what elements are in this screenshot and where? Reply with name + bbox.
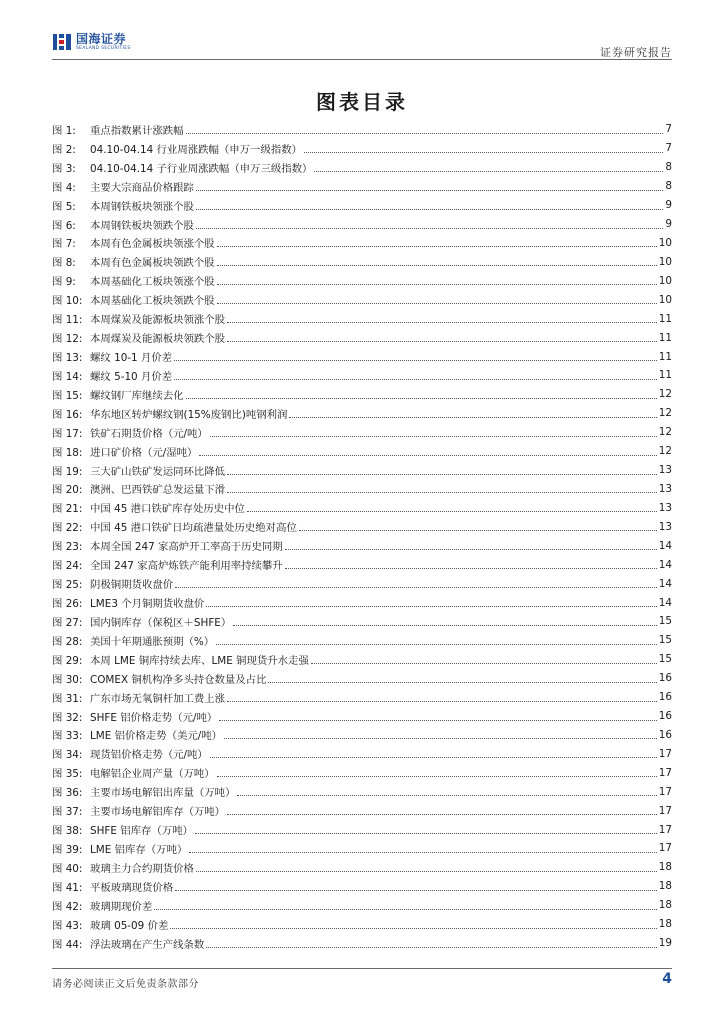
toc-dot-leader — [289, 417, 656, 418]
toc-figure-number: 图 43: — [52, 919, 83, 932]
toc-entry[interactable] — [52, 215, 672, 234]
toc-figure-title: 铁矿石期货价格（元/吨） — [90, 427, 208, 440]
toc-dot-leader — [219, 720, 656, 721]
toc-dot-leader — [210, 436, 657, 437]
toc-figure-title: 主要市场电解铝出库量（万吨） — [90, 787, 236, 800]
toc-page-number: 13 — [658, 464, 672, 477]
toc-figure-title: 阴极铜期货收盘价 — [90, 579, 174, 592]
toc-entry[interactable] — [52, 915, 672, 934]
toc-entry[interactable] — [52, 385, 672, 404]
toc-figure-number: 图 26: — [52, 598, 83, 610]
toc-dot-leader — [196, 190, 663, 191]
toc-figure-title: 主要市场电解铝库存（万吨） — [90, 806, 226, 819]
toc-figure-title: 三大矿山铁矿发运同环比降低 — [90, 465, 226, 478]
toc-dot-leader — [304, 152, 663, 153]
toc-entry[interactable] — [52, 423, 672, 442]
toc-figure-title: LME 铝库存（万吨） — [90, 843, 188, 856]
toc-page-number: 13 — [658, 520, 672, 533]
toc-entry[interactable] — [52, 404, 672, 423]
toc-figure-number: 图 9: — [52, 276, 76, 289]
toc-entry[interactable] — [52, 896, 672, 915]
toc-figure-title: 本周煤炭及能源板块领跌个股 — [90, 333, 226, 346]
toc-entry[interactable] — [52, 782, 672, 801]
toc-figure-number: 图 38: — [52, 825, 83, 838]
toc-figure-number: 图 3: — [52, 162, 76, 175]
toc-page-number: 10 — [658, 274, 672, 287]
toc-page-number: 9 — [665, 218, 672, 231]
toc-dot-leader — [196, 871, 657, 872]
toc-dot-leader — [217, 246, 657, 247]
toc-page-number: 13 — [658, 501, 672, 514]
toc-figure-number: 图 4: — [52, 181, 76, 194]
toc-dot-leader — [217, 265, 657, 266]
toc-page-number: 18 — [658, 861, 672, 874]
toc-figure-number: 图 16: — [52, 408, 83, 421]
toc-figure-number: 图 29: — [52, 654, 83, 667]
toc-entry[interactable] — [52, 612, 672, 631]
toc-page-number: 7 — [665, 123, 672, 136]
toc-figure-number: 图 41: — [52, 881, 83, 894]
toc-figure-number: 图 40: — [52, 862, 83, 875]
toc-figure-title: 螺纹 5-10 月价差 — [90, 370, 173, 383]
toc-figure-title: 玻璃期现价差 — [90, 900, 153, 913]
toc-entry[interactable] — [52, 120, 672, 139]
toc-dot-leader — [186, 398, 657, 399]
toc-figure-title: 中国 45 港口铁矿库存处历史中位 — [90, 503, 245, 516]
toc-entry[interactable] — [52, 139, 672, 158]
toc-page-number: 11 — [658, 369, 672, 382]
toc-entry[interactable] — [52, 328, 672, 347]
toc-entry[interactable] — [52, 196, 672, 215]
toc-dot-leader — [247, 511, 657, 512]
toc-figure-title: 螺纹 10-1 月价差 — [90, 352, 173, 365]
toc-figure-number: 图 10: — [52, 295, 83, 308]
toc-figure-number: 图 28: — [52, 635, 83, 648]
figure-table-of-contents — [52, 120, 672, 953]
toc-dot-leader — [175, 890, 657, 891]
toc-figure-title: 重点指数累计涨跌幅 — [90, 124, 184, 137]
toc-page-number: 17 — [658, 823, 672, 836]
page-header — [52, 30, 672, 58]
toc-dot-leader — [227, 814, 657, 815]
toc-figure-title: 螺纹钢厂库继续去化 — [90, 389, 184, 402]
toc-entry[interactable] — [52, 820, 672, 839]
toc-figure-number: 图 1: — [52, 124, 76, 137]
toc-dot-leader — [210, 757, 657, 758]
toc-dot-leader — [285, 568, 657, 569]
toc-figure-number: 图 20: — [52, 484, 83, 497]
toc-dot-leader — [224, 738, 657, 739]
toc-figure-title: LME3 个月铜期货收盘价 — [90, 598, 205, 610]
toc-dot-leader — [217, 284, 657, 285]
toc-page-number: 17 — [658, 785, 672, 798]
toc-dot-leader — [311, 663, 657, 664]
toc-dot-leader — [154, 909, 656, 910]
toc-figure-title: 澳洲、巴西铁矿总发运量下滑 — [90, 484, 226, 497]
toc-figure-number: 图 37: — [52, 806, 83, 819]
toc-figure-title: 平板玻璃现货价格 — [90, 881, 174, 894]
toc-figure-number: 图 36: — [52, 787, 83, 800]
toc-entry[interactable] — [52, 688, 672, 707]
toc-figure-title: 本周有色金属板块领跌个股 — [90, 257, 215, 270]
toc-figure-title: 本周钢铁板块领涨个股 — [90, 200, 194, 213]
toc-figure-number: 图 7: — [52, 238, 76, 251]
toc-page-number: 17 — [658, 766, 672, 779]
company-logo — [52, 32, 131, 52]
toc-dot-leader — [268, 682, 656, 683]
toc-dot-leader — [206, 947, 656, 948]
toc-figure-number: 图 12: — [52, 333, 83, 346]
toc-figure-title: 本周钢铁板块领跌个股 — [90, 219, 194, 232]
toc-page-number: 8 — [665, 161, 672, 174]
toc-entry[interactable] — [52, 347, 672, 366]
toc-page-number: 10 — [658, 255, 672, 268]
toc-entry[interactable] — [52, 366, 672, 385]
toc-figure-number: 图 19: — [52, 465, 83, 478]
toc-dot-leader — [174, 360, 657, 361]
toc-page-number: 19 — [658, 937, 672, 950]
toc-page-number: 11 — [658, 331, 672, 344]
toc-dot-leader — [216, 644, 657, 645]
toc-figure-number: 图 33: — [52, 730, 83, 743]
toc-figure-number: 图 13: — [52, 352, 83, 365]
toc-entry[interactable] — [52, 498, 672, 517]
toc-figure-number: 图 11: — [52, 314, 83, 327]
toc-dot-leader — [195, 833, 657, 834]
toc-page-number: 18 — [658, 880, 672, 893]
logo-name-en: SEALAND SECURITIES — [76, 45, 131, 51]
toc-entry[interactable] — [52, 177, 672, 196]
toc-figure-number: 图 39: — [52, 843, 83, 856]
page-number: 4 — [662, 971, 672, 987]
toc-entry[interactable] — [52, 801, 672, 820]
toc-entry[interactable] — [52, 707, 672, 726]
toc-figure-title: 中国 45 港口铁矿日均疏港量处历史绝对高位 — [90, 522, 297, 535]
toc-page-number: 15 — [658, 615, 672, 628]
toc-page-number: 12 — [658, 445, 672, 458]
toc-figure-title: 本周 LME 铜库持续去库、LME 铜现货升水走强 — [90, 654, 309, 667]
toc-figure-title: 本周基础化工板块领涨个股 — [90, 276, 215, 289]
report-type: 证券研究报告 — [600, 46, 672, 59]
header-divider — [52, 59, 672, 60]
page-title: 图表目录 — [316, 90, 408, 114]
toc-figure-number: 图 31: — [52, 692, 83, 705]
toc-figure-number: 图 14: — [52, 370, 83, 383]
toc-dot-leader — [285, 549, 657, 550]
toc-figure-number: 图 23: — [52, 541, 83, 554]
footer-divider — [52, 968, 672, 969]
toc-figure-title: 04.10-04.14 子行业周涨跌幅（申万三级指数） — [90, 162, 313, 175]
toc-figure-number: 图 35: — [52, 768, 83, 781]
toc-page-number: 18 — [658, 918, 672, 931]
toc-entry[interactable] — [52, 461, 672, 480]
toc-dot-leader — [186, 133, 664, 134]
toc-figure-number: 图 15: — [52, 389, 83, 402]
toc-dot-leader — [217, 303, 657, 304]
toc-figure-title: 全国 247 家高炉炼铁产能利用率持续攀升 — [90, 560, 283, 573]
toc-dot-leader — [175, 587, 657, 588]
toc-figure-number: 图 32: — [52, 711, 83, 724]
toc-figure-title: LME 铝价格走势（美元/吨） — [90, 730, 223, 743]
toc-entry[interactable] — [52, 744, 672, 763]
toc-entry[interactable] — [52, 726, 672, 745]
toc-entry[interactable] — [52, 480, 672, 499]
toc-dot-leader — [206, 606, 656, 607]
toc-figure-number: 图 5: — [52, 200, 76, 213]
toc-page-number: 8 — [665, 180, 672, 193]
toc-entry[interactable] — [52, 763, 672, 782]
toc-figure-title: 广东市场无氧铜杆加工费上涨 — [90, 692, 226, 705]
toc-figure-title: 进口矿价格（元/湿吨） — [90, 446, 198, 459]
toc-entry[interactable] — [52, 158, 672, 177]
toc-page-number: 16 — [658, 672, 672, 685]
toc-figure-number: 图 27: — [52, 616, 83, 629]
toc-page-number: 15 — [658, 634, 672, 647]
toc-dot-leader — [227, 701, 657, 702]
toc-dot-leader — [227, 322, 657, 323]
toc-entry[interactable] — [52, 574, 672, 593]
toc-entry[interactable] — [52, 593, 672, 612]
toc-page-number: 14 — [658, 596, 672, 609]
toc-figure-number: 图 25: — [52, 579, 83, 592]
toc-entry[interactable] — [52, 631, 672, 650]
toc-figure-number: 图 17: — [52, 427, 83, 440]
toc-figure-title: 现货铝价格走势（元/吨） — [90, 749, 208, 762]
toc-entry[interactable] — [52, 858, 672, 877]
toc-figure-title: 电解铝企业周产量（万吨） — [90, 768, 215, 781]
toc-entry[interactable] — [52, 271, 672, 290]
toc-figure-number: 图 18: — [52, 446, 83, 459]
toc-dot-leader — [217, 776, 657, 777]
toc-entry[interactable] — [52, 517, 672, 536]
toc-entry[interactable] — [52, 290, 672, 309]
toc-figure-number: 图 42: — [52, 900, 83, 913]
toc-entry[interactable] — [52, 839, 672, 858]
toc-figure-number: 图 21: — [52, 503, 83, 516]
toc-entry[interactable] — [52, 536, 672, 555]
toc-entry[interactable] — [52, 877, 672, 896]
toc-page-number: 7 — [665, 142, 672, 155]
toc-figure-title: 浮法玻璃在产生产线条数 — [90, 938, 205, 951]
toc-figure-title: 本周煤炭及能源板块领涨个股 — [90, 314, 226, 327]
toc-page-number: 12 — [658, 426, 672, 439]
toc-figure-title: COMEX 铜机构净多头持仓数量及占比 — [90, 673, 267, 686]
toc-dot-leader — [227, 341, 657, 342]
toc-entry[interactable] — [52, 934, 672, 953]
toc-entry[interactable] — [52, 669, 672, 688]
toc-page-number: 12 — [658, 407, 672, 420]
toc-figure-number: 图 2: — [52, 143, 76, 156]
toc-dot-leader — [174, 379, 657, 380]
toc-entry[interactable] — [52, 442, 672, 461]
toc-page-number: 10 — [658, 293, 672, 306]
toc-figure-title: SHFE 铝价格走势（元/吨） — [90, 711, 218, 724]
toc-figure-title: 主要大宗商品价格跟踪 — [90, 181, 194, 194]
toc-entry[interactable] — [52, 252, 672, 271]
toc-figure-title: 本周全国 247 家高炉开工率高于历史同期 — [90, 541, 283, 554]
toc-page-number: 9 — [665, 199, 672, 212]
toc-figure-title: 04.10-04.14 行业周涨跌幅（申万一级指数） — [90, 143, 303, 156]
logo-name-cn: 国海证券 — [76, 31, 127, 46]
toc-dot-leader — [196, 228, 663, 229]
toc-figure-number: 图 8: — [52, 257, 76, 270]
toc-figure-number: 图 30: — [52, 673, 83, 686]
toc-page-number: 16 — [658, 691, 672, 704]
toc-figure-number: 图 44: — [52, 938, 83, 951]
toc-figure-title: SHFE 铝库存（万吨） — [90, 825, 193, 838]
toc-figure-title: 本周基础化工板块领跌个股 — [90, 295, 215, 308]
toc-figure-title: 玻璃 05-09 价差 — [90, 919, 169, 932]
toc-dot-leader — [233, 625, 657, 626]
toc-figure-number: 图 24: — [52, 560, 83, 573]
toc-page-number: 11 — [658, 312, 672, 325]
toc-page-number: 16 — [658, 710, 672, 723]
toc-page-number: 16 — [658, 728, 672, 741]
toc-figure-title: 国内铜库存（保税区＋SHFE） — [90, 616, 232, 629]
toc-entry[interactable] — [52, 650, 672, 669]
toc-entry[interactable] — [52, 555, 672, 574]
logo-mark-icon — [52, 32, 72, 52]
toc-figure-title: 本周有色金属板块领涨个股 — [90, 238, 215, 251]
toc-page-number: 17 — [658, 804, 672, 817]
toc-page-number: 17 — [658, 747, 672, 760]
toc-page-number: 12 — [658, 388, 672, 401]
toc-figure-title: 玻璃主力合约期货价格 — [90, 862, 194, 875]
toc-dot-leader — [227, 492, 657, 493]
toc-dot-leader — [199, 455, 656, 456]
toc-entry[interactable] — [52, 234, 672, 253]
toc-dot-leader — [189, 852, 656, 853]
toc-page-number: 17 — [658, 842, 672, 855]
toc-dot-leader — [299, 530, 657, 531]
toc-dot-leader — [170, 928, 656, 929]
toc-figure-title: 华东地区转炉螺纹钢(15%废钢比)吨钢利润 — [90, 408, 288, 421]
toc-dot-leader — [237, 795, 656, 796]
toc-dot-leader — [196, 209, 663, 210]
footer-disclaimer: 请务必阅读正文后免责条款部分 — [52, 979, 199, 990]
toc-figure-title: 美国十年期通胀预期（%） — [90, 635, 215, 648]
toc-page-number: 10 — [658, 236, 672, 249]
toc-page-number: 13 — [658, 482, 672, 495]
toc-entry[interactable] — [52, 309, 672, 328]
toc-page-number: 14 — [658, 539, 672, 552]
toc-page-number: 15 — [658, 653, 672, 666]
toc-page-number: 18 — [658, 899, 672, 912]
toc-figure-number: 图 34: — [52, 749, 83, 762]
toc-page-number: 14 — [658, 558, 672, 571]
toc-page-number: 14 — [658, 577, 672, 590]
toc-figure-number: 图 6: — [52, 219, 76, 232]
toc-figure-number: 图 22: — [52, 522, 83, 535]
toc-page-number: 11 — [658, 350, 672, 363]
toc-dot-leader — [314, 171, 663, 172]
toc-dot-leader — [227, 474, 657, 475]
